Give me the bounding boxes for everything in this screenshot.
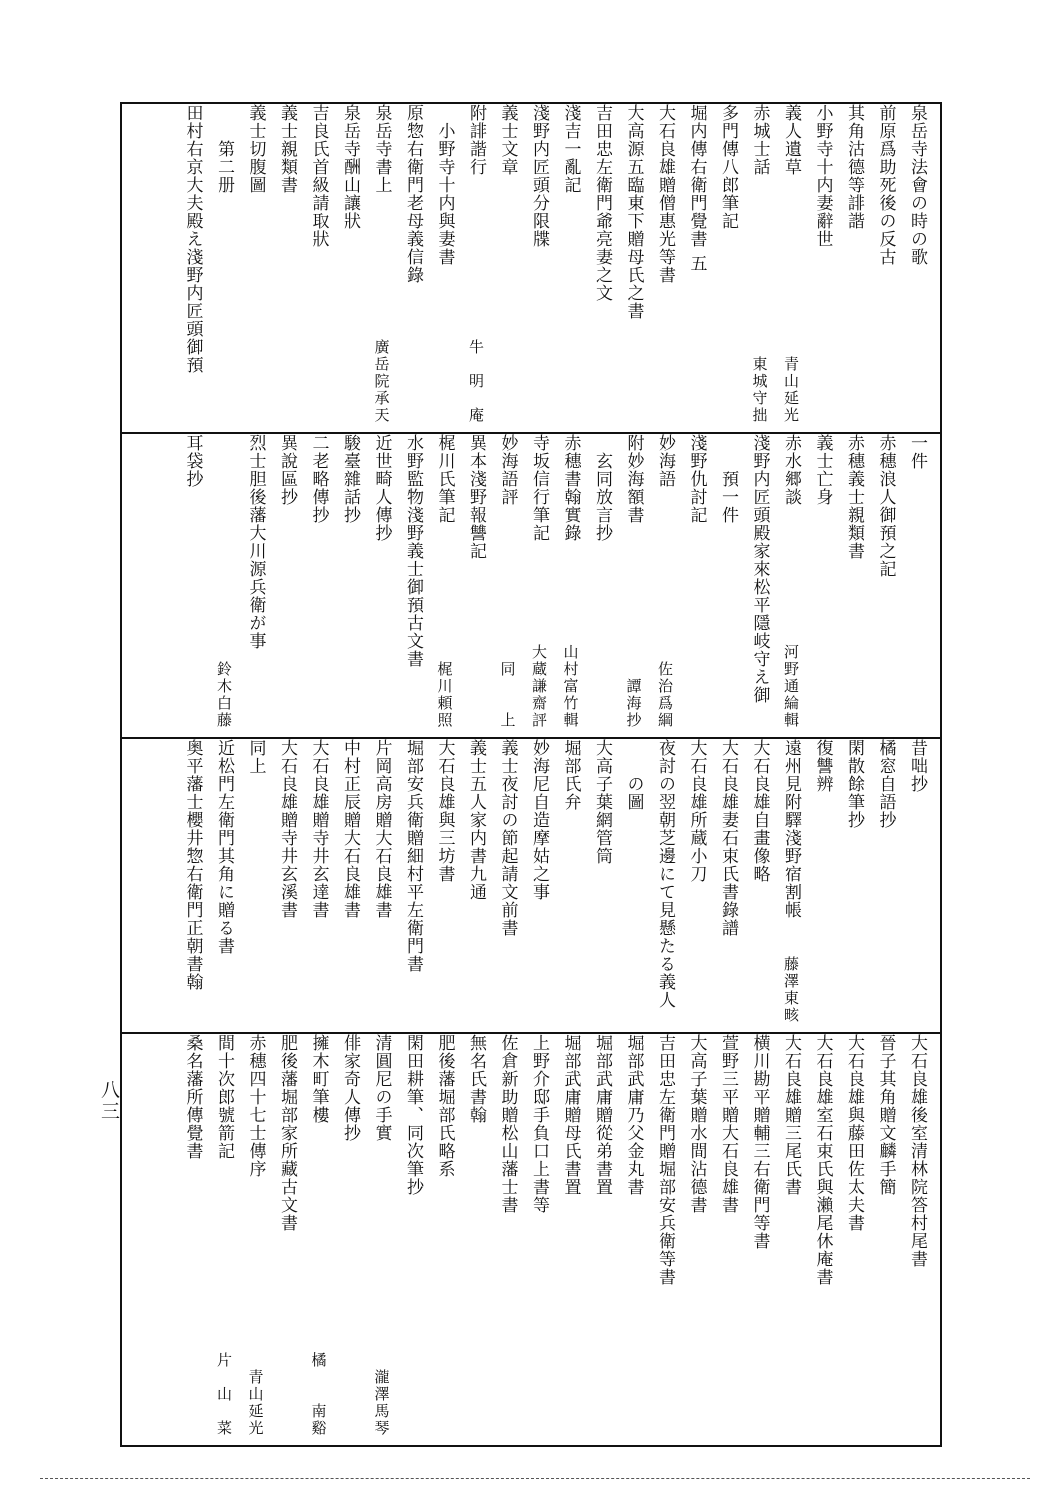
index-entry: 吉田忠左衛門爺亮妻之文: [592, 104, 612, 302]
index-entry: 義士亡身: [812, 434, 833, 506]
index-entry: 間十次郎號箭記: [214, 1034, 234, 1160]
index-entry: 堀内傳右衛門覺書 五: [686, 104, 707, 273]
index-entry: 大石良雄後室清林院答村尾書: [907, 1034, 927, 1268]
index-entry: 吉良氏首級請取狀: [308, 104, 329, 248]
index-entry: 横川勘平贈輔三右衛門等書: [749, 1034, 770, 1250]
index-entry: 赤城士話: [749, 104, 770, 176]
index-frame: [120, 102, 942, 1447]
index-entry: 近世畸人傳抄: [371, 434, 392, 542]
index-entry: の圖: [623, 739, 644, 811]
entry-author-note: 河野通綸輯: [782, 644, 800, 729]
entry-author-note: 橘 南谿: [309, 1352, 328, 1437]
index-entry: 二老略傳抄: [308, 434, 329, 524]
index-entry: 片岡高房贈大石良雄書: [371, 739, 392, 919]
entry-author-note: 山村富竹輯: [561, 644, 580, 729]
index-entry: 赤穗義士親類書: [844, 434, 864, 560]
index-entry: 赤水郷談: [781, 434, 801, 506]
index-entry: 淺野仇討記: [686, 434, 707, 524]
index-entry: 赤穗四十七士傳序: [245, 1034, 266, 1178]
index-entry: 同上: [245, 739, 266, 775]
entry-author-note: 牛 明 庵: [467, 339, 485, 424]
index-entry: 妙海語: [655, 434, 675, 488]
page-number: 八三: [98, 1080, 120, 1122]
entry-author-note: 瀧澤馬琴: [372, 1369, 391, 1437]
index-entry: 妙海尼自造摩姑之事: [529, 739, 549, 901]
index-entry: 大石良雄贈三尾氏書: [781, 1034, 801, 1196]
index-entry: 大高子葉網管筒: [592, 739, 612, 865]
index-entry: 堀部安兵衛贈細村平左衛門書: [403, 739, 423, 973]
entry-author-note: 鈴木白藤: [215, 661, 233, 729]
index-entry: 大石良雄室石束氏與瀨尾休庵書: [812, 1034, 833, 1286]
index-entry: 水野監物淺野義士御預古文書: [403, 434, 423, 668]
index-entry: 近松門左衛門其角に贈る書: [214, 739, 234, 955]
index-entry: 其角沽德等誹諧: [844, 104, 864, 230]
index-entry: 義士文章: [497, 104, 518, 176]
index-entry: 一件: [907, 434, 927, 470]
index-entry: 泉岳寺書上: [371, 104, 392, 194]
index-entry: 清圓尼の手實: [371, 1034, 392, 1142]
index-entry: 大石良雄與藤田佐太夫書: [844, 1034, 864, 1232]
index-entry: 赤穗書翰實錄: [560, 434, 581, 542]
index-entry: 大石良雄自畫像略: [749, 739, 770, 883]
entry-author-note: 廣岳院承天: [372, 339, 391, 424]
index-section-1: [122, 104, 940, 432]
index-entry: 復讐辨: [812, 739, 833, 793]
index-entry: 義士切腹圖: [245, 104, 266, 194]
index-entry: 淺吉一亂記: [560, 104, 581, 194]
index-entry: 梶川氏筆記: [434, 434, 455, 524]
index-entry: 堀部武庸乃父金丸書: [623, 1034, 644, 1196]
entry-author-note: 東城守拙: [750, 356, 769, 424]
index-section-2: [122, 434, 940, 737]
index-entry: 前原爲助死後の反古: [875, 104, 896, 266]
entry-author-note: 佐治爲綱: [656, 661, 674, 729]
index-entry: 異說區抄: [277, 434, 297, 506]
entry-author-note: 青山延光: [246, 1369, 265, 1437]
entry-author-note: 譚海抄: [624, 678, 643, 729]
index-entry: 預一件: [718, 434, 738, 524]
index-entry: 義士五人家内書九通: [466, 739, 486, 901]
index-entry: 夜討の翌朝芝邊にて見懸たる義人: [655, 739, 675, 1009]
index-entry: 奥平藩士櫻井惣右衛門正朝書翰: [182, 739, 203, 991]
index-entry: 田村右京大夫殿え淺野内匠頭御預: [182, 104, 203, 374]
index-entry: 吉田忠左衛門贈堀部安兵衛等書: [655, 1034, 675, 1286]
index-entry: 肥後藩堀部氏略系: [434, 1034, 455, 1178]
index-entry: 義士親類書: [277, 104, 297, 194]
index-entry: 大高源五臨東下贈母氏之書: [623, 104, 644, 320]
index-entry: 寺坂信行筆記: [529, 434, 549, 542]
index-entry: 泉岳寺酬山讓狀: [340, 104, 360, 230]
index-entry: 佐倉新助贈松山藩士書: [497, 1034, 518, 1214]
index-section-4: [122, 1034, 940, 1445]
entry-author-note: 片 山 菜: [215, 1352, 233, 1437]
index-entry: 泉岳寺法會の時の歌: [907, 104, 927, 266]
index-entry: 耳袋抄: [182, 434, 203, 488]
index-entry: 赤穗浪人御預之記: [875, 434, 896, 578]
index-entry: 上野介邸手負口上書等: [529, 1034, 549, 1214]
entry-author-note: 同 上: [498, 661, 517, 729]
index-entry: 大石良雄所蔵小刀: [686, 739, 707, 883]
index-entry: 堀部氏弁: [560, 739, 581, 811]
index-entry: 小野寺十内妻辭世: [812, 104, 833, 248]
index-entry: [211, 434, 237, 627]
index-entry: 中村正辰贈大石良雄書: [340, 739, 360, 919]
entry-author-note: 梶川頼照: [435, 661, 454, 729]
index-entry: 大石良雄與三坊書: [434, 739, 455, 883]
entry-author-note: 藤澤東畡: [782, 956, 800, 1024]
index-entry: 大石良雄贈寺井玄達書: [308, 739, 329, 919]
index-entry: 烈士胆後藩大川源兵衛が事: [245, 434, 266, 650]
index-entry: 肥後藩堀部家所藏古文書: [277, 1034, 297, 1232]
index-entry: 大石良雄贈寺井玄溪書: [277, 739, 297, 919]
index-entry: 俳家奇人傳抄: [340, 1034, 360, 1142]
index-entry: 義人遺草: [781, 104, 801, 176]
bottom-rule: [40, 1478, 1030, 1479]
index-entry: 大高子葉贈水間沾德書: [686, 1034, 707, 1214]
entry-author-note: 大蔵謙齋評: [530, 644, 548, 729]
index-entry: 閑散餘筆抄: [844, 739, 864, 829]
index-entry: 玄同放言抄: [592, 434, 612, 542]
index-entry: 原惣右衛門老母義信錄: [403, 104, 423, 284]
entry-author-note: 青山延光: [782, 356, 800, 424]
index-entry: 第二册: [214, 104, 234, 194]
index-entry: 妙海語評: [497, 434, 518, 506]
index-entry: 無名氏書翰: [466, 1034, 486, 1124]
index-entry: 堀部武庸贈從弟書置: [592, 1034, 612, 1196]
index-entry: 擁木町筆樓: [308, 1034, 329, 1124]
index-section-3: [122, 739, 940, 1032]
index-entry: 義士夜討の節起請文前書: [497, 739, 518, 937]
index-entry: 昔咄抄: [907, 739, 927, 793]
index-entry: 駿臺雜話抄: [340, 434, 360, 524]
index-entry: 多門傳八郎筆記: [718, 104, 738, 230]
index-entry: 淺野内匠頭殿家來松平隱岐守え御: [749, 434, 770, 704]
index-entry: 小野寺十内與妻書: [434, 104, 455, 266]
index-entry: 淺野内匠頭分限牒: [529, 104, 549, 248]
index-entry: 大石良雄妻石束氏書錄譜: [718, 739, 738, 937]
index-entry: 附妙海額書: [623, 434, 644, 524]
index-entry: 遠州見附驛淺野宿割帳: [781, 739, 801, 919]
index-entry: 橘窓自語抄: [875, 739, 896, 829]
index-entry: 萱野三平贈大石良雄書: [718, 1034, 738, 1214]
index-entry: 異本淺野報讐記: [466, 434, 486, 560]
index-entry: 桑名藩所傳覺書: [182, 1034, 203, 1160]
index-entry: 晉子其角贈文麟手簡: [875, 1034, 896, 1196]
index-entry: 附誹諧行: [466, 104, 486, 176]
index-entry: 大石良雄贈僧惠光等書: [655, 104, 675, 284]
index-entry: 閑田耕筆、同次筆抄: [403, 1034, 423, 1196]
index-entry: 堀部武庸贈母氏書置: [560, 1034, 581, 1196]
